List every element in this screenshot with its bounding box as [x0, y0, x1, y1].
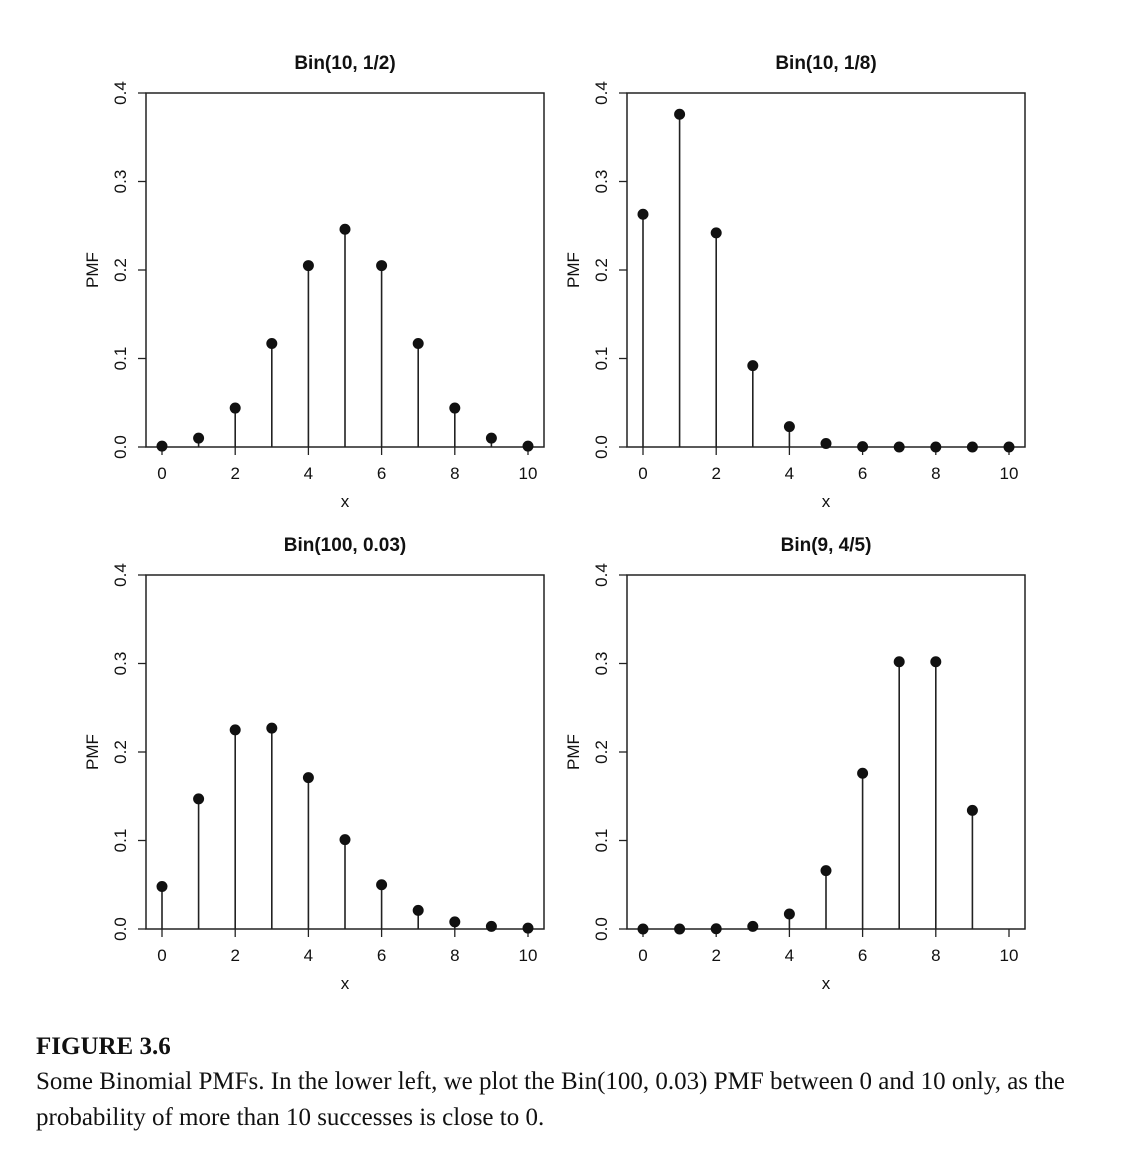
chart-2-data-point [748, 361, 758, 371]
chart-1-data-point [523, 441, 533, 451]
chart-2-data-point [931, 442, 941, 452]
chart-2-data-point [711, 228, 721, 238]
chart-4-data-point [638, 924, 648, 934]
chart-1-x-axis-label: x [340, 492, 350, 511]
chart-1-y-tick-label: 0.1 [111, 346, 130, 371]
chart-4-y-tick-label: 0.0 [592, 917, 611, 941]
chart-4-panel [564, 535, 1025, 993]
chart-1-y-tick-label: 0.0 [111, 435, 130, 459]
chart-2-data-point [894, 442, 904, 452]
chart-1-x-tick-label: 8 [450, 464, 460, 483]
chart-1-x-tick-label: 6 [376, 464, 387, 483]
chart-2-data-point [821, 438, 831, 448]
chart-3-data-point [194, 794, 204, 804]
chart-3-y-tick-label: 0.0 [111, 917, 130, 941]
chart-2-x-tick-label: 10 [999, 464, 1019, 483]
chart-2-plot-frame [627, 93, 1025, 447]
chart-3-data-point [340, 835, 350, 845]
chart-4-y-tick-label: 0.3 [592, 651, 611, 676]
chart-1-panel [83, 53, 544, 511]
chart-3-y-tick-label: 0.4 [111, 563, 130, 587]
chart-3-data-point [230, 725, 240, 735]
chart-2-data-point [784, 422, 794, 432]
chart-3-data-point [413, 905, 423, 915]
chart-4-data-point [675, 924, 685, 934]
chart-1-data-point [450, 403, 460, 413]
chart-2-x-tick-label: 4 [784, 464, 795, 483]
chart-3-data-point [267, 723, 277, 733]
chart-1-title: Bin(10, 1/2) [294, 53, 396, 74]
chart-4-data-point [967, 805, 977, 815]
chart-3-data-point [450, 917, 460, 927]
chart-4-y-axis-label: PMF [564, 734, 583, 770]
chart-4-data-point [858, 768, 868, 778]
chart-3-x-tick-label: 4 [303, 946, 314, 965]
chart-4-y-tick-label: 0.1 [592, 828, 611, 853]
chart-2-x-axis-label: x [821, 492, 831, 511]
chart-3-x-tick-label: 0 [157, 946, 167, 965]
chart-4-x-tick-label: 2 [711, 946, 721, 965]
chart-4-title: Bin(9, 4/5) [780, 535, 872, 556]
chart-3-y-tick-label: 0.1 [111, 828, 130, 853]
chart-3-data-point [377, 880, 387, 890]
chart-3-data-point [523, 923, 533, 933]
chart-2-data-point [638, 209, 648, 219]
chart-2-x-tick-label: 2 [711, 464, 721, 483]
figure-caption [36, 1032, 1106, 1136]
chart-3-data-point [157, 882, 167, 892]
chart-3-y-axis-label: PMF [83, 734, 102, 770]
chart-2-data-point [967, 442, 977, 452]
chart-2-data-point [1004, 442, 1014, 452]
chart-1-data-point [230, 403, 240, 413]
chart-2-title: Bin(10, 1/8) [775, 53, 877, 74]
chart-4-data-point [784, 909, 794, 919]
chart-1-x-tick-label: 10 [518, 464, 538, 483]
chart-3-data-point [303, 773, 313, 783]
chart-4-data-point [748, 921, 758, 931]
chart-2-y-tick-label: 0.4 [592, 81, 611, 105]
chart-1-x-tick-label: 2 [230, 464, 240, 483]
chart-2-x-tick-label: 8 [931, 464, 941, 483]
chart-3-title: Bin(100, 0.03) [283, 535, 407, 556]
chart-4-data-point [711, 924, 721, 934]
chart-3-x-tick-label: 8 [450, 946, 460, 965]
chart-1-y-tick-label: 0.4 [111, 81, 130, 105]
chart-4-x-tick-label: 0 [638, 946, 648, 965]
chart-1-data-point [340, 224, 350, 234]
chart-3-y-tick-label: 0.3 [111, 651, 130, 676]
chart-4-x-axis-label: x [821, 974, 831, 993]
chart-2-y-axis-label: PMF [564, 252, 583, 288]
chart-3-data-point [486, 921, 496, 931]
chart-1-y-axis-label: PMF [83, 252, 102, 288]
caption-text: Some Binomial PMFs. In the lower left, we plot the Bin(100, 0.03) PMF between 0 and 10 only, as the probability of more than 10 successes is close to 0. [36, 1068, 1065, 1131]
chart-4-data-point [894, 657, 904, 667]
chart-4-x-tick-label: 8 [931, 946, 941, 965]
chart-3-x-tick-label: 10 [518, 946, 538, 965]
chart-1-data-point [486, 433, 496, 443]
chart-1-data-point [194, 433, 204, 443]
chart-2-data-point [675, 109, 685, 119]
chart-4-data-point [931, 657, 941, 667]
chart-3-x-tick-label: 2 [230, 946, 240, 965]
chart-2-x-tick-label: 6 [857, 464, 868, 483]
chart-1-data-point [413, 338, 423, 348]
chart-4-data-point [821, 866, 831, 876]
chart-1-data-point [377, 261, 387, 271]
chart-4-x-tick-label: 10 [999, 946, 1019, 965]
chart-4-x-tick-label: 6 [857, 946, 868, 965]
chart-1-y-tick-label: 0.3 [111, 169, 130, 194]
chart-2-data-point [858, 442, 868, 452]
chart-2-y-tick-label: 0.0 [592, 435, 611, 459]
chart-3-x-axis-label: x [340, 974, 350, 993]
chart-2-y-tick-label: 0.2 [592, 258, 611, 282]
chart-1-data-point [157, 441, 167, 451]
chart-1-y-tick-label: 0.2 [111, 258, 130, 282]
chart-1-x-tick-label: 4 [303, 464, 314, 483]
chart-3-y-tick-label: 0.2 [111, 740, 130, 764]
chart-4-y-tick-label: 0.2 [592, 740, 611, 764]
chart-3-x-tick-label: 6 [376, 946, 387, 965]
caption-label: FIGURE 3.6 [36, 1033, 171, 1060]
chart-2-x-tick-label: 0 [638, 464, 648, 483]
chart-2-panel [564, 53, 1025, 511]
chart-4-y-tick-label: 0.4 [592, 563, 611, 587]
chart-1-data-point [303, 261, 313, 271]
chart-3-panel [83, 535, 544, 993]
chart-1-x-tick-label: 0 [157, 464, 167, 483]
chart-2-y-tick-label: 0.1 [592, 346, 611, 371]
chart-1-data-point [267, 338, 277, 348]
chart-4-x-tick-label: 4 [784, 946, 795, 965]
chart-2-y-tick-label: 0.3 [592, 169, 611, 194]
